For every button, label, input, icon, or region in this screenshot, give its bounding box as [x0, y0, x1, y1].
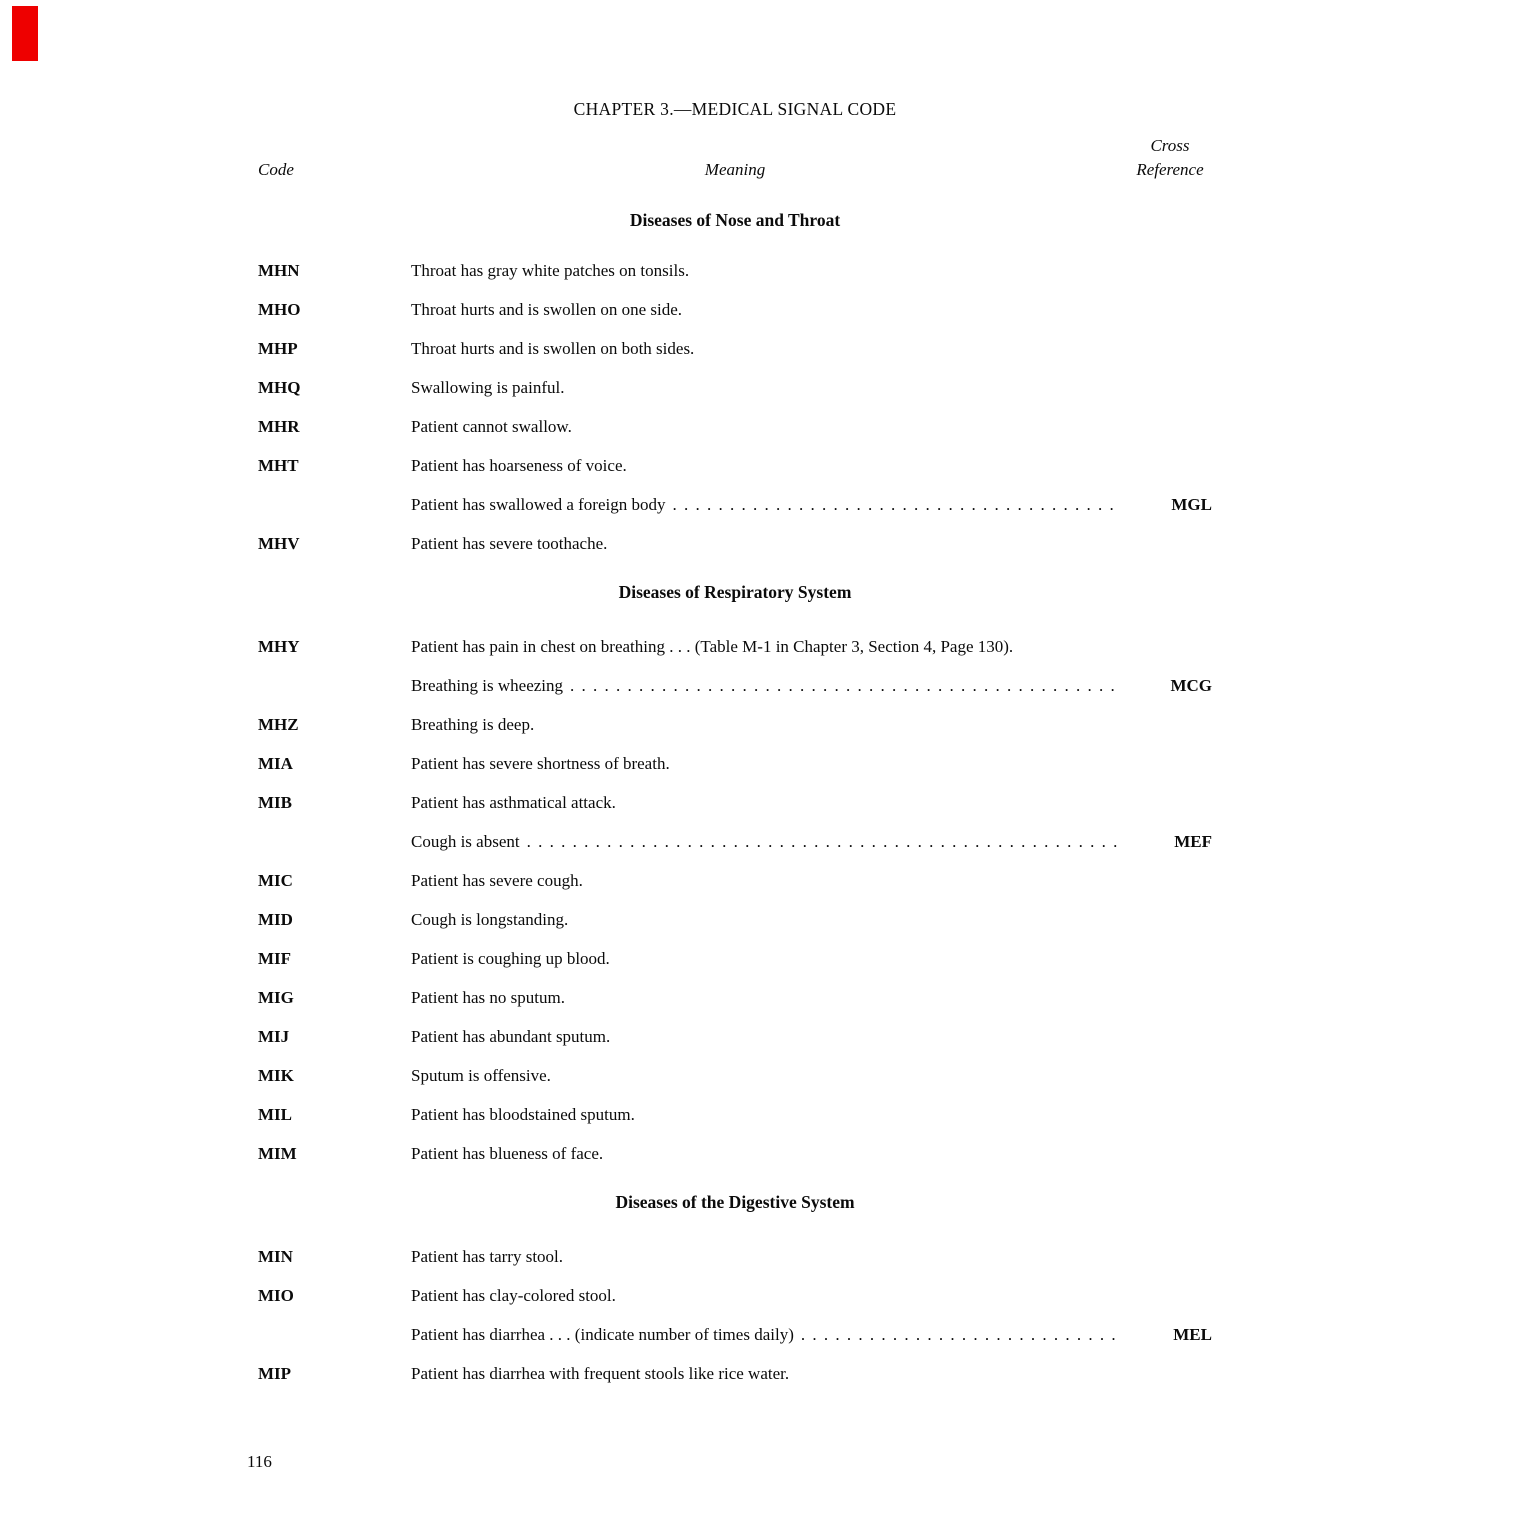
- table-row: [258, 666, 1212, 705]
- table-row: [258, 1354, 1212, 1393]
- code-cell: MHT: [258, 456, 299, 475]
- column-header-meaning: Meaning: [704, 160, 766, 179]
- code-cell: MHV: [258, 534, 300, 553]
- code-cell: MIJ: [258, 1027, 290, 1046]
- meaning-cell: Throat hurts and is swollen on one side.: [411, 300, 683, 319]
- code-cell: MID: [258, 910, 293, 929]
- code-cell: MIC: [258, 871, 293, 890]
- table-row: [258, 1095, 1212, 1134]
- meaning-cell: Patient has diarrhea with frequent stools like rice water.: [411, 1364, 790, 1383]
- table-row: [258, 524, 1212, 563]
- meaning-cell: Breathing is deep.: [411, 715, 535, 734]
- code-cell: MIF: [258, 949, 292, 968]
- code-cell: MIA: [258, 754, 293, 773]
- meaning-cell: Patient cannot swallow.: [411, 417, 572, 436]
- meaning-cell: Patient has clay-colored stool.: [411, 1286, 616, 1305]
- dot-leader: [672, 485, 1122, 524]
- page-number: 116: [247, 1452, 272, 1471]
- code-cell: MHP: [258, 339, 298, 358]
- section-heading: Diseases of the Digestive System: [615, 1192, 855, 1212]
- dot-leader: [801, 1315, 1122, 1354]
- code-cell: MIO: [258, 1286, 294, 1305]
- table-row: [258, 290, 1212, 329]
- table-column-headers: [258, 134, 1212, 182]
- table-row: [258, 822, 1212, 861]
- cross-reference-cell: MEF: [1174, 832, 1212, 851]
- section-rows: [258, 627, 1212, 1173]
- code-section: [258, 581, 1212, 1173]
- code-cell: MHY: [258, 637, 300, 656]
- meaning-cell: Patient has severe toothache.: [411, 534, 608, 553]
- meaning-cell: Patient has severe cough.: [411, 871, 583, 890]
- meaning-cell: Sputum is offensive.: [411, 1066, 551, 1085]
- code-cell: MHR: [258, 417, 300, 436]
- column-header-code: Code: [258, 160, 294, 179]
- dot-leader: [527, 822, 1122, 861]
- code-cell: MIP: [258, 1364, 292, 1383]
- table-row: [258, 1237, 1212, 1276]
- code-cell: MIG: [258, 988, 294, 1007]
- table-row: [258, 744, 1212, 783]
- code-cell: MIN: [258, 1247, 293, 1266]
- table-row: [258, 705, 1212, 744]
- code-cell: MHO: [258, 300, 301, 319]
- meaning-cell: Patient has asthmatical attack.: [411, 793, 616, 812]
- table-row: [258, 627, 1212, 666]
- column-header-cross-line2: Reference: [1136, 160, 1204, 179]
- page-title: CHAPTER 3.—MEDICAL SIGNAL CODE: [573, 99, 897, 119]
- cross-reference-cell: MEL: [1173, 1325, 1212, 1344]
- table-row: [258, 446, 1212, 485]
- meaning-cell: Throat has gray white patches on tonsils.: [411, 261, 690, 280]
- table-row: [258, 329, 1212, 368]
- meaning-cell: Patient has no sputum.: [411, 988, 565, 1007]
- meaning-cell: Patient has swallowed a foreign body: [411, 495, 666, 514]
- table-row: [258, 368, 1212, 407]
- meaning-cell: Cough is absent: [411, 832, 520, 851]
- meaning-cell: Patient is coughing up blood.: [411, 949, 610, 968]
- section-heading: Diseases of Respiratory System: [618, 582, 852, 602]
- section-rows: [258, 1237, 1212, 1393]
- sections-container: [258, 209, 1212, 1393]
- table-row: [258, 1315, 1212, 1354]
- column-header-cross-line1: Cross: [1150, 136, 1190, 155]
- cross-reference-cell: MGL: [1171, 495, 1212, 514]
- meaning-cell: Patient has diarrhea . . . (indicate number of times daily): [411, 1325, 794, 1344]
- code-cell: MIM: [258, 1144, 297, 1163]
- meaning-cell: Patient has hoarseness of voice.: [411, 456, 627, 475]
- cross-reference-cell: MCG: [1170, 676, 1212, 695]
- meaning-cell: Cough is longstanding.: [411, 910, 569, 929]
- meaning-cell: Throat hurts and is swollen on both sides.: [411, 339, 695, 358]
- table-row: [258, 861, 1212, 900]
- table-row: [258, 1276, 1212, 1315]
- code-cell: MHN: [258, 261, 300, 280]
- table-row: [258, 978, 1212, 1017]
- meaning-cell: Patient has tarry stool.: [411, 1247, 564, 1266]
- meaning-cell: Patient has severe shortness of breath.: [411, 754, 670, 773]
- section-rows: [258, 251, 1212, 563]
- section-heading: Diseases of Nose and Throat: [629, 210, 841, 230]
- table-row: [258, 1056, 1212, 1095]
- code-section: [258, 1191, 1212, 1393]
- table-row: [258, 251, 1212, 290]
- code-cell: MHZ: [258, 715, 299, 734]
- table-row: [258, 1017, 1212, 1056]
- code-section: [258, 209, 1212, 563]
- table-row: [258, 900, 1212, 939]
- red-marker: [12, 6, 38, 61]
- table-row: [258, 1134, 1212, 1173]
- code-cell: MIB: [258, 793, 292, 812]
- meaning-cell: Patient has pain in chest on breathing . . . (Table M-1 in Chapter 3, Section 4, Page 130).: [411, 637, 1014, 656]
- code-cell: MIK: [258, 1066, 294, 1085]
- meaning-cell: Swallowing is painful.: [411, 378, 565, 397]
- meaning-cell: Patient has abundant sputum.: [411, 1027, 611, 1046]
- dot-leader: [570, 666, 1122, 705]
- table-row: [258, 485, 1212, 524]
- table-row: [258, 939, 1212, 978]
- code-cell: MIL: [258, 1105, 292, 1124]
- meaning-cell: Breathing is wheezing: [411, 676, 564, 695]
- page-content: [258, 0, 1212, 1393]
- meaning-cell: Patient has bloodstained sputum.: [411, 1105, 635, 1124]
- table-row: [258, 783, 1212, 822]
- code-cell: MHQ: [258, 378, 301, 397]
- meaning-cell: Patient has blueness of face.: [411, 1144, 604, 1163]
- table-row: [258, 407, 1212, 446]
